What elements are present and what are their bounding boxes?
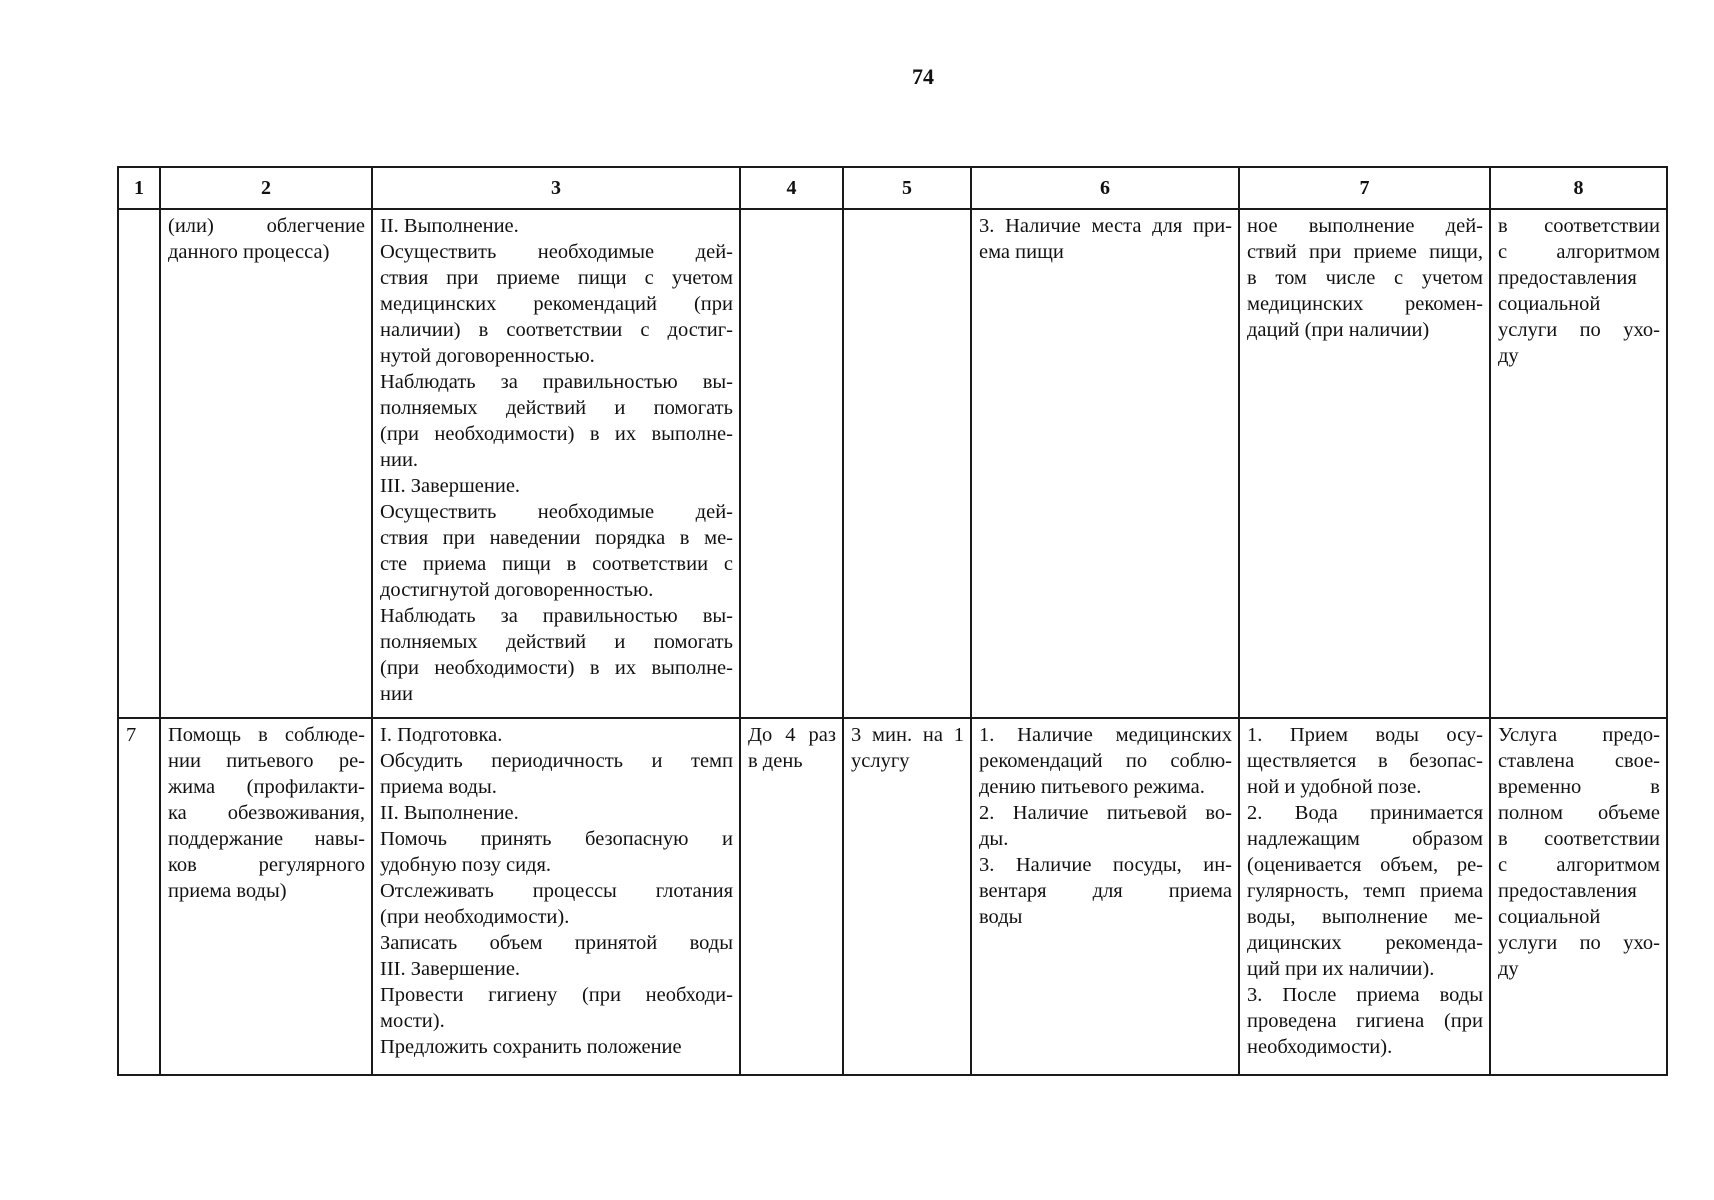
page-number: 74 [912, 64, 934, 89]
cell-text-line: социальной [1498, 906, 1601, 928]
cell-text-line: ствий при приеме пищи, [1247, 241, 1483, 263]
cell-text-line: (при необходимости) в их выполне- [380, 423, 733, 445]
cell-number [118, 209, 160, 718]
header-col-8: 8 [1490, 167, 1667, 209]
cell-text-line: (оценивается объем, ре- [1247, 854, 1483, 876]
cell-text-line: воды [979, 906, 1023, 928]
cell-text-line: 3 мин. на 1 [851, 724, 964, 746]
cell-text-line: с алгоритмом [1498, 854, 1660, 876]
cell-text-line: II. Выполнение. [380, 802, 519, 824]
cell-text-line: Обсудить периодичность и темп [380, 750, 733, 772]
table-header [118, 167, 1667, 209]
cell-text-line: III. Завершение. [380, 958, 521, 980]
cell-text-line: Провести гигиену (при необходи- [380, 984, 733, 1006]
cell-conditions [971, 718, 1239, 1075]
header-col-5: 5 [843, 167, 971, 209]
cell-text-line: Осуществить необходимые дей- [380, 241, 733, 263]
header-row [118, 167, 1667, 209]
header-col-7: 7 [1239, 167, 1490, 209]
cell-text-line: с алгоритмом [1498, 241, 1660, 263]
cell-text-line: нутой договоренностью. [380, 345, 595, 367]
cell-conditions [971, 209, 1239, 718]
cell-service-name [160, 209, 372, 718]
cell-text-line: полняемых действий и помогать [380, 397, 733, 419]
cell-text-line: ствия при приеме пищи с учетом [380, 267, 733, 289]
cell-text-line: II. Выполнение. [380, 215, 519, 237]
cell-duration [843, 209, 971, 718]
cell-text-line: ды. [979, 828, 1009, 850]
cell-text-line: 1. Наличие медицинских [979, 724, 1232, 746]
cell-text-line: услуги по ухо- [1498, 932, 1660, 954]
cell-text-line: необходимости). [1247, 1036, 1393, 1058]
cell-text-line: ствия при наведении порядка в ме- [380, 527, 733, 549]
cell-frequency [740, 209, 843, 718]
cell-text-line: Услуга предо- [1498, 724, 1660, 746]
cell-text-line: социальной [1498, 293, 1601, 315]
cell-text-line: ка обезвоживания, [168, 802, 365, 824]
cell-text-line: 7 [126, 724, 137, 746]
cell-text-line: поддержание навы- [168, 828, 365, 850]
cell-text-line: ставлена свое- [1498, 750, 1660, 772]
cell-text-line: Отслеживать процессы глотания [380, 880, 733, 902]
cell-text-line: Наблюдать за правильностью вы- [380, 371, 733, 393]
cell-text-line: нии. [380, 449, 419, 471]
cell-text-line: Записать объем принятой воды [380, 932, 733, 954]
cell-result-evaluation [1490, 718, 1667, 1075]
cell-text-line: в день [748, 750, 803, 772]
cell-text-line: 1. Прием воды осу- [1247, 724, 1483, 746]
cell-text-line: ное выполнение дей- [1247, 215, 1483, 237]
cell-text-line: предоставления [1498, 880, 1637, 902]
cell-text-line: даций (при наличии) [1247, 319, 1430, 341]
cell-procedure [372, 718, 740, 1075]
header-col-2: 2 [160, 167, 372, 209]
cell-text-line: в соответствии [1498, 215, 1660, 237]
cell-text-line: ков регулярного [168, 854, 365, 876]
cell-text-line: дицинских рекоменда- [1247, 932, 1483, 954]
cell-text-line: 3. Наличие места для при- [979, 215, 1232, 237]
header-col-1: 1 [118, 167, 160, 209]
cell-text-line: проведена гигиена (при [1247, 1010, 1483, 1032]
cell-text-line: ду [1498, 958, 1519, 980]
cell-text-line: в том числе с учетом [1247, 267, 1483, 289]
cell-text-line: воды, выполнение ме- [1247, 906, 1483, 928]
cell-text-line: 2. Вода принимается [1247, 802, 1483, 824]
cell-quality-indicators [1239, 209, 1490, 718]
cell-text-line: ной и удобной позе. [1247, 776, 1422, 798]
cell-text-line: предоставления [1498, 267, 1637, 289]
cell-text-line: медицинских рекомен- [1247, 293, 1483, 315]
cell-service-name [160, 718, 372, 1075]
cell-text-line: жима (профилакти- [168, 776, 365, 798]
cell-text-line: данного процесса) [168, 241, 330, 263]
cell-text-line: приема воды) [168, 880, 287, 902]
cell-text-line: мости). [380, 1010, 445, 1032]
cell-text-line: Помочь принять безопасную и [380, 828, 733, 850]
cell-frequency [740, 718, 843, 1075]
table-row [118, 209, 1667, 718]
cell-text-line: сте приема пищи в соответствии с [380, 553, 733, 575]
cell-text-line: Осуществить необходимые дей- [380, 501, 733, 523]
cell-text-line: услугу [851, 750, 910, 772]
cell-text-line: 3. Наличие посуды, ин- [979, 854, 1232, 876]
cell-text-line: I. Подготовка. [380, 724, 503, 746]
cell-text-line: ду [1498, 345, 1519, 367]
cell-text-line: Предложить сохранить положение [380, 1036, 682, 1058]
cell-text-line: приема воды. [380, 776, 497, 798]
cell-text-line: Наблюдать за правильностью вы- [380, 605, 733, 627]
cell-text-line: 2. Наличие питьевой во- [979, 802, 1232, 824]
cell-text-line: III. Завершение. [380, 475, 521, 497]
cell-text-line: (или) облегчение [168, 215, 365, 237]
cell-text-line: полняемых действий и помогать [380, 631, 733, 653]
cell-text-line: (при необходимости). [380, 906, 570, 928]
cell-text-line: полном объеме [1498, 802, 1660, 824]
cell-text-line: нии [380, 683, 413, 705]
cell-procedure [372, 209, 740, 718]
cell-text-line: временно в [1498, 776, 1660, 798]
cell-text-line: услуги по ухо- [1498, 319, 1660, 341]
cell-result-evaluation [1490, 209, 1667, 718]
cell-text-line: 3. После приема воды [1247, 984, 1483, 1006]
services-table [117, 166, 1668, 1076]
cell-text-line: наличии) в соответствии с достиг- [380, 319, 733, 341]
cell-text-line: ществляется в безопас- [1247, 750, 1483, 772]
cell-duration [843, 718, 971, 1075]
cell-text-line: ема пищи [979, 241, 1064, 263]
header-col-3: 3 [372, 167, 740, 209]
cell-text-line: ций при их наличии). [1247, 958, 1435, 980]
cell-quality-indicators [1239, 718, 1490, 1075]
table-body [118, 209, 1667, 1075]
cell-text-line: До 4 раз [748, 724, 836, 746]
cell-number [118, 718, 160, 1075]
cell-text-line: удобную позу сидя. [380, 854, 552, 876]
table-row [118, 718, 1667, 1075]
cell-text-line: рекомендаций по соблю- [979, 750, 1232, 772]
cell-text-line: гулярность, темп приема [1247, 880, 1483, 902]
cell-text-line: медицинских рекомендаций (при [380, 293, 733, 315]
header-col-6: 6 [971, 167, 1239, 209]
cell-text-line: в соответствии [1498, 828, 1660, 850]
cell-text-line: (при необходимости) в их выполне- [380, 657, 733, 679]
cell-text-line: нии питьевого ре- [168, 750, 365, 772]
cell-text-line: достигнутой договоренностью. [380, 579, 654, 601]
header-col-4: 4 [740, 167, 843, 209]
cell-text-line: вентаря для приема [979, 880, 1232, 902]
cell-text-line: Помощь в соблюде- [168, 724, 365, 746]
cell-text-line: дению питьевого режима. [979, 776, 1205, 798]
cell-text-line: надлежащим образом [1247, 828, 1483, 850]
